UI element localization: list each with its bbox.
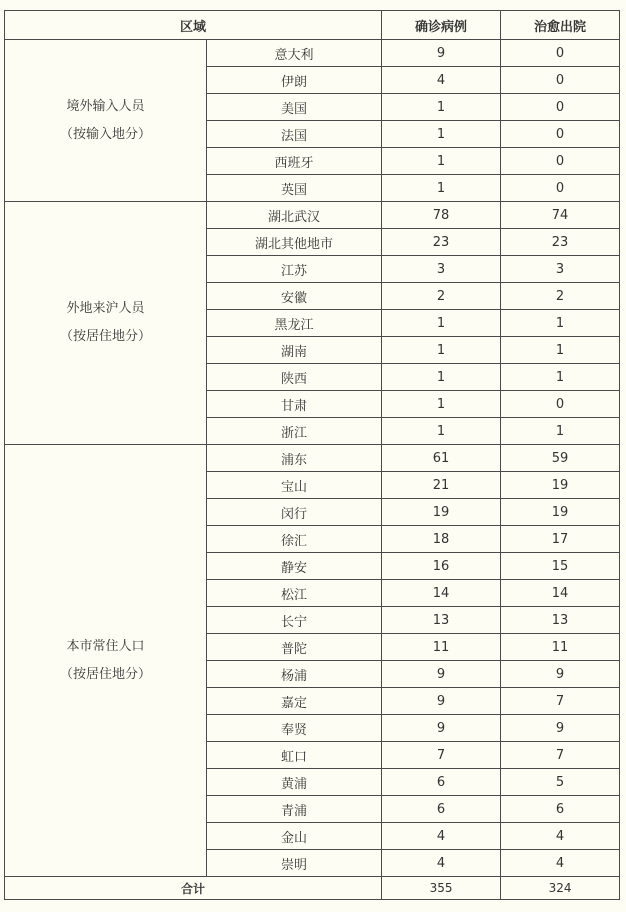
group-name: 境外输入人员 xyxy=(66,98,145,114)
recovered-cell: 59 xyxy=(501,445,620,472)
recovered-cell: 11 xyxy=(501,634,620,661)
place-cell: 美国 xyxy=(207,94,382,121)
group-cell xyxy=(5,40,207,202)
confirmed-cell: 1 xyxy=(382,94,501,121)
recovered-cell: 1 xyxy=(501,364,620,391)
place-cell: 江苏 xyxy=(207,256,382,283)
place-cell: 青浦 xyxy=(207,796,382,823)
header-region: 区域 xyxy=(5,11,382,40)
place-cell: 安徽 xyxy=(207,283,382,310)
place-cell: 黄浦 xyxy=(207,769,382,796)
place-cell: 徐汇 xyxy=(207,526,382,553)
confirmed-cell: 9 xyxy=(382,688,501,715)
place-cell: 金山 xyxy=(207,823,382,850)
total-recovered: 324 xyxy=(501,877,620,900)
place-cell: 静安 xyxy=(207,553,382,580)
confirmed-cell: 9 xyxy=(382,661,501,688)
total-row xyxy=(5,877,620,900)
recovered-cell: 15 xyxy=(501,553,620,580)
place-cell: 伊朗 xyxy=(207,67,382,94)
recovered-cell: 19 xyxy=(501,472,620,499)
place-cell: 英国 xyxy=(207,175,382,202)
place-cell: 湖北武汉 xyxy=(207,202,382,229)
place-cell: 意大利 xyxy=(207,40,382,67)
place-cell: 西班牙 xyxy=(207,148,382,175)
confirmed-cell: 9 xyxy=(382,40,501,67)
confirmed-cell: 11 xyxy=(382,634,501,661)
place-cell: 长宁 xyxy=(207,607,382,634)
place-cell: 法国 xyxy=(207,121,382,148)
place-cell: 黑龙江 xyxy=(207,310,382,337)
header-confirmed: 确诊病例 xyxy=(382,11,501,40)
confirmed-cell: 1 xyxy=(382,310,501,337)
place-cell: 宝山 xyxy=(207,472,382,499)
group-name: 本市常住人口 xyxy=(66,638,145,654)
recovered-cell: 5 xyxy=(501,769,620,796)
recovered-cell: 9 xyxy=(501,661,620,688)
confirmed-cell: 61 xyxy=(382,445,501,472)
confirmed-cell: 78 xyxy=(382,202,501,229)
place-cell: 虹口 xyxy=(207,742,382,769)
recovered-cell: 1 xyxy=(501,337,620,364)
confirmed-cell: 1 xyxy=(382,148,501,175)
recovered-cell: 0 xyxy=(501,67,620,94)
confirmed-cell: 16 xyxy=(382,553,501,580)
group-name: 外地来沪人员 xyxy=(66,301,145,316)
place-cell: 普陀 xyxy=(207,634,382,661)
recovered-cell: 23 xyxy=(501,229,620,256)
confirmed-cell: 6 xyxy=(382,796,501,823)
recovered-cell: 17 xyxy=(501,526,620,553)
confirmed-cell: 2 xyxy=(382,283,501,310)
recovered-cell: 13 xyxy=(501,607,620,634)
table-row xyxy=(5,40,620,67)
recovered-cell: 1 xyxy=(501,310,620,337)
group-note: （按居住地分） xyxy=(59,329,151,344)
place-cell: 松江 xyxy=(207,580,382,607)
total-confirmed: 355 xyxy=(382,877,501,900)
confirmed-cell: 1 xyxy=(382,364,501,391)
confirmed-cell: 1 xyxy=(382,121,501,148)
place-cell: 杨浦 xyxy=(207,661,382,688)
confirmed-cell: 14 xyxy=(382,580,501,607)
recovered-cell: 0 xyxy=(501,148,620,175)
group-cell xyxy=(5,445,207,877)
recovered-cell: 0 xyxy=(501,94,620,121)
table-container xyxy=(4,10,620,900)
confirmed-cell: 1 xyxy=(382,418,501,445)
table-row xyxy=(5,202,620,229)
recovered-cell: 9 xyxy=(501,715,620,742)
recovered-cell: 4 xyxy=(501,850,620,877)
confirmed-cell: 1 xyxy=(382,391,501,418)
place-cell: 崇明 xyxy=(207,850,382,877)
recovered-cell: 74 xyxy=(501,202,620,229)
recovered-cell: 0 xyxy=(501,391,620,418)
recovered-cell: 6 xyxy=(501,796,620,823)
recovered-cell: 0 xyxy=(501,40,620,67)
recovered-cell: 1 xyxy=(501,418,620,445)
recovered-cell: 7 xyxy=(501,688,620,715)
place-cell: 陕西 xyxy=(207,364,382,391)
recovered-cell: 7 xyxy=(501,742,620,769)
total-label: 合计 xyxy=(5,877,382,900)
group-note: （按居住地分） xyxy=(59,666,151,682)
recovered-cell: 19 xyxy=(501,499,620,526)
confirmed-cell: 4 xyxy=(382,823,501,850)
confirmed-cell: 19 xyxy=(382,499,501,526)
confirmed-cell: 21 xyxy=(382,472,501,499)
recovered-cell: 14 xyxy=(501,580,620,607)
table-row xyxy=(5,445,620,472)
confirmed-cell: 1 xyxy=(382,337,501,364)
case-statistics-table xyxy=(4,10,620,900)
place-cell: 湖南 xyxy=(207,337,382,364)
place-cell: 闵行 xyxy=(207,499,382,526)
confirmed-cell: 1 xyxy=(382,175,501,202)
group-cell xyxy=(5,202,207,445)
place-cell: 浦东 xyxy=(207,445,382,472)
confirmed-cell: 13 xyxy=(382,607,501,634)
recovered-cell: 0 xyxy=(501,175,620,202)
place-cell: 浙江 xyxy=(207,418,382,445)
group-note: （按输入地分） xyxy=(59,126,151,142)
recovered-cell: 2 xyxy=(501,283,620,310)
confirmed-cell: 4 xyxy=(382,850,501,877)
confirmed-cell: 7 xyxy=(382,742,501,769)
header-row xyxy=(5,11,620,40)
place-cell: 湖北其他地市 xyxy=(207,229,382,256)
confirmed-cell: 3 xyxy=(382,256,501,283)
table-body xyxy=(5,40,620,900)
recovered-cell: 0 xyxy=(501,121,620,148)
confirmed-cell: 6 xyxy=(382,769,501,796)
confirmed-cell: 23 xyxy=(382,229,501,256)
confirmed-cell: 4 xyxy=(382,67,501,94)
place-cell: 奉贤 xyxy=(207,715,382,742)
place-cell: 嘉定 xyxy=(207,688,382,715)
confirmed-cell: 18 xyxy=(382,526,501,553)
header-recovered: 治愈出院 xyxy=(501,11,620,40)
recovered-cell: 3 xyxy=(501,256,620,283)
place-cell: 甘肃 xyxy=(207,391,382,418)
confirmed-cell: 9 xyxy=(382,715,501,742)
recovered-cell: 4 xyxy=(501,823,620,850)
